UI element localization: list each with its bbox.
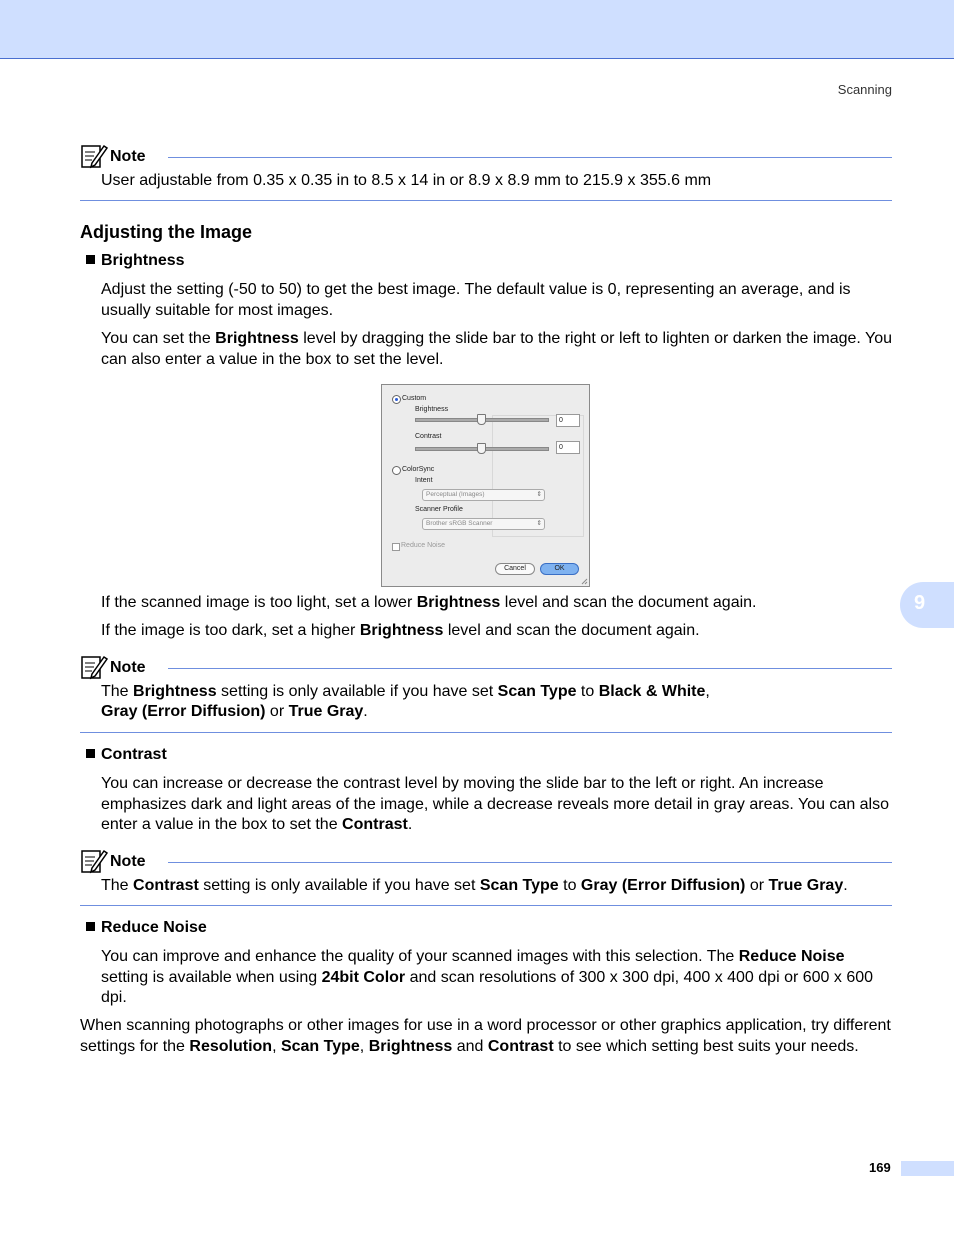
colorsync-label: ColorSync: [402, 466, 435, 473]
note-rule: [168, 157, 892, 158]
ok-button[interactable]: OK: [540, 563, 579, 575]
chapter-number: 9: [914, 592, 926, 614]
brightness-paragraph: If the scanned image is too light, set a lower Brightness level and scan the document again.: [101, 594, 757, 611]
note-divider: [80, 905, 892, 906]
bullet-square-icon: [86, 255, 95, 264]
note-pencil-icon: [80, 143, 108, 169]
note-text: The Brightness setting is only available if you have set Scan Type to Black & White, Gray (Error Diffusion) or True Gray.: [101, 683, 710, 720]
footer-bar: [901, 1161, 954, 1176]
note-pencil-icon: [80, 654, 108, 680]
bullet-square-icon: [86, 922, 95, 931]
custom-label: Custom: [402, 395, 427, 402]
note-text: The Contrast setting is only available if you have set Scan Type to Gray (Error Diffusion) or True Gray.: [101, 877, 848, 894]
note-box: [80, 848, 892, 896]
select-arrows-icon: ⇕: [536, 520, 542, 527]
contrast-heading: Contrast: [86, 746, 167, 764]
section-heading: Adjusting the Image: [80, 222, 253, 242]
reduce-noise-label: Reduce Noise: [401, 542, 445, 549]
contrast-label: Contrast: [415, 433, 442, 440]
resize-grip-icon[interactable]: [581, 578, 588, 585]
scanner-profile-label: Scanner Profile: [415, 506, 463, 513]
note-rule: [168, 668, 892, 669]
intent-select[interactable]: Perceptual (Images) ⇕: [422, 489, 545, 501]
header-band: [0, 0, 954, 59]
brightness-slider-thumb[interactable]: [477, 414, 486, 425]
brightness-paragraph: Adjust the setting (-50 to 50) to get the best image. The default value is 0, representing an average, and is usually suitable for most images.: [101, 281, 851, 319]
note-label: Note: [110, 659, 146, 676]
brightness-label: Brightness: [415, 406, 449, 413]
brightness-paragraph: You can set the Brightness level by dragging the slide bar to the right or left to lighten or darken the image. You can also enter a value in the box to set the level.: [101, 330, 893, 368]
colorsync-radio[interactable]: [392, 466, 401, 475]
scanner-profile-select[interactable]: Brother sRGB Scanner ⇕: [422, 518, 545, 530]
reduce-noise-paragraph: You can improve and enhance the quality of your scanned images with this selection. The Reduce Noise setting is available when using 24bit Color and scan resolutions of 300 x 300 dpi, 400 x 400 dpi or 600 x 600 dpi.: [101, 948, 874, 1007]
note-box: [80, 143, 892, 191]
reduce-noise-heading: Reduce Noise: [86, 919, 207, 937]
scanner-settings-dialog: [381, 384, 590, 587]
note-text: User adjustable from 0.35 x 0.35 in to 8.5 x 14 in or 8.9 x 8.9 mm to 215.9 x 355.6 mm: [101, 172, 712, 189]
note-label: Note: [110, 148, 146, 165]
custom-radio[interactable]: [392, 395, 401, 404]
bullet-square-icon: [86, 749, 95, 758]
note-label: Note: [110, 853, 146, 870]
intent-label: Intent: [415, 477, 433, 484]
note-divider: [80, 200, 892, 201]
closing-paragraph: When scanning photographs or other images for use in a word processor or other graphics application, try different settings for the Resolution, Scan Type, Brightness and Contrast to see which setting best suits your needs.: [80, 1017, 891, 1055]
brightness-paragraph: If the image is too dark, set a higher Brightness level and scan the document again.: [101, 622, 700, 639]
brightness-value-input[interactable]: 0: [556, 414, 580, 427]
note-pencil-icon: [80, 848, 108, 874]
brightness-heading: Brightness: [86, 252, 185, 270]
select-arrows-icon: ⇕: [536, 491, 542, 498]
contrast-paragraph: You can increase or decrease the contrast level by moving the slide bar to the left or right. An increase emphasizes dark and light areas of the image, while a decrease reveals more detail in gray areas. You can also enter a value in the box to set the Contrast.: [101, 775, 890, 834]
cancel-button[interactable]: Cancel: [495, 563, 535, 575]
note-rule: [168, 862, 892, 863]
page-number: 169: [869, 1160, 891, 1175]
reduce-noise-checkbox[interactable]: [392, 543, 400, 551]
contrast-value-input[interactable]: 0: [556, 441, 580, 454]
contrast-slider-thumb[interactable]: [477, 443, 486, 454]
note-divider: [80, 732, 892, 733]
section-label: Scanning: [837, 82, 892, 97]
note-box: [80, 654, 892, 722]
chapter-tab: [900, 582, 954, 628]
